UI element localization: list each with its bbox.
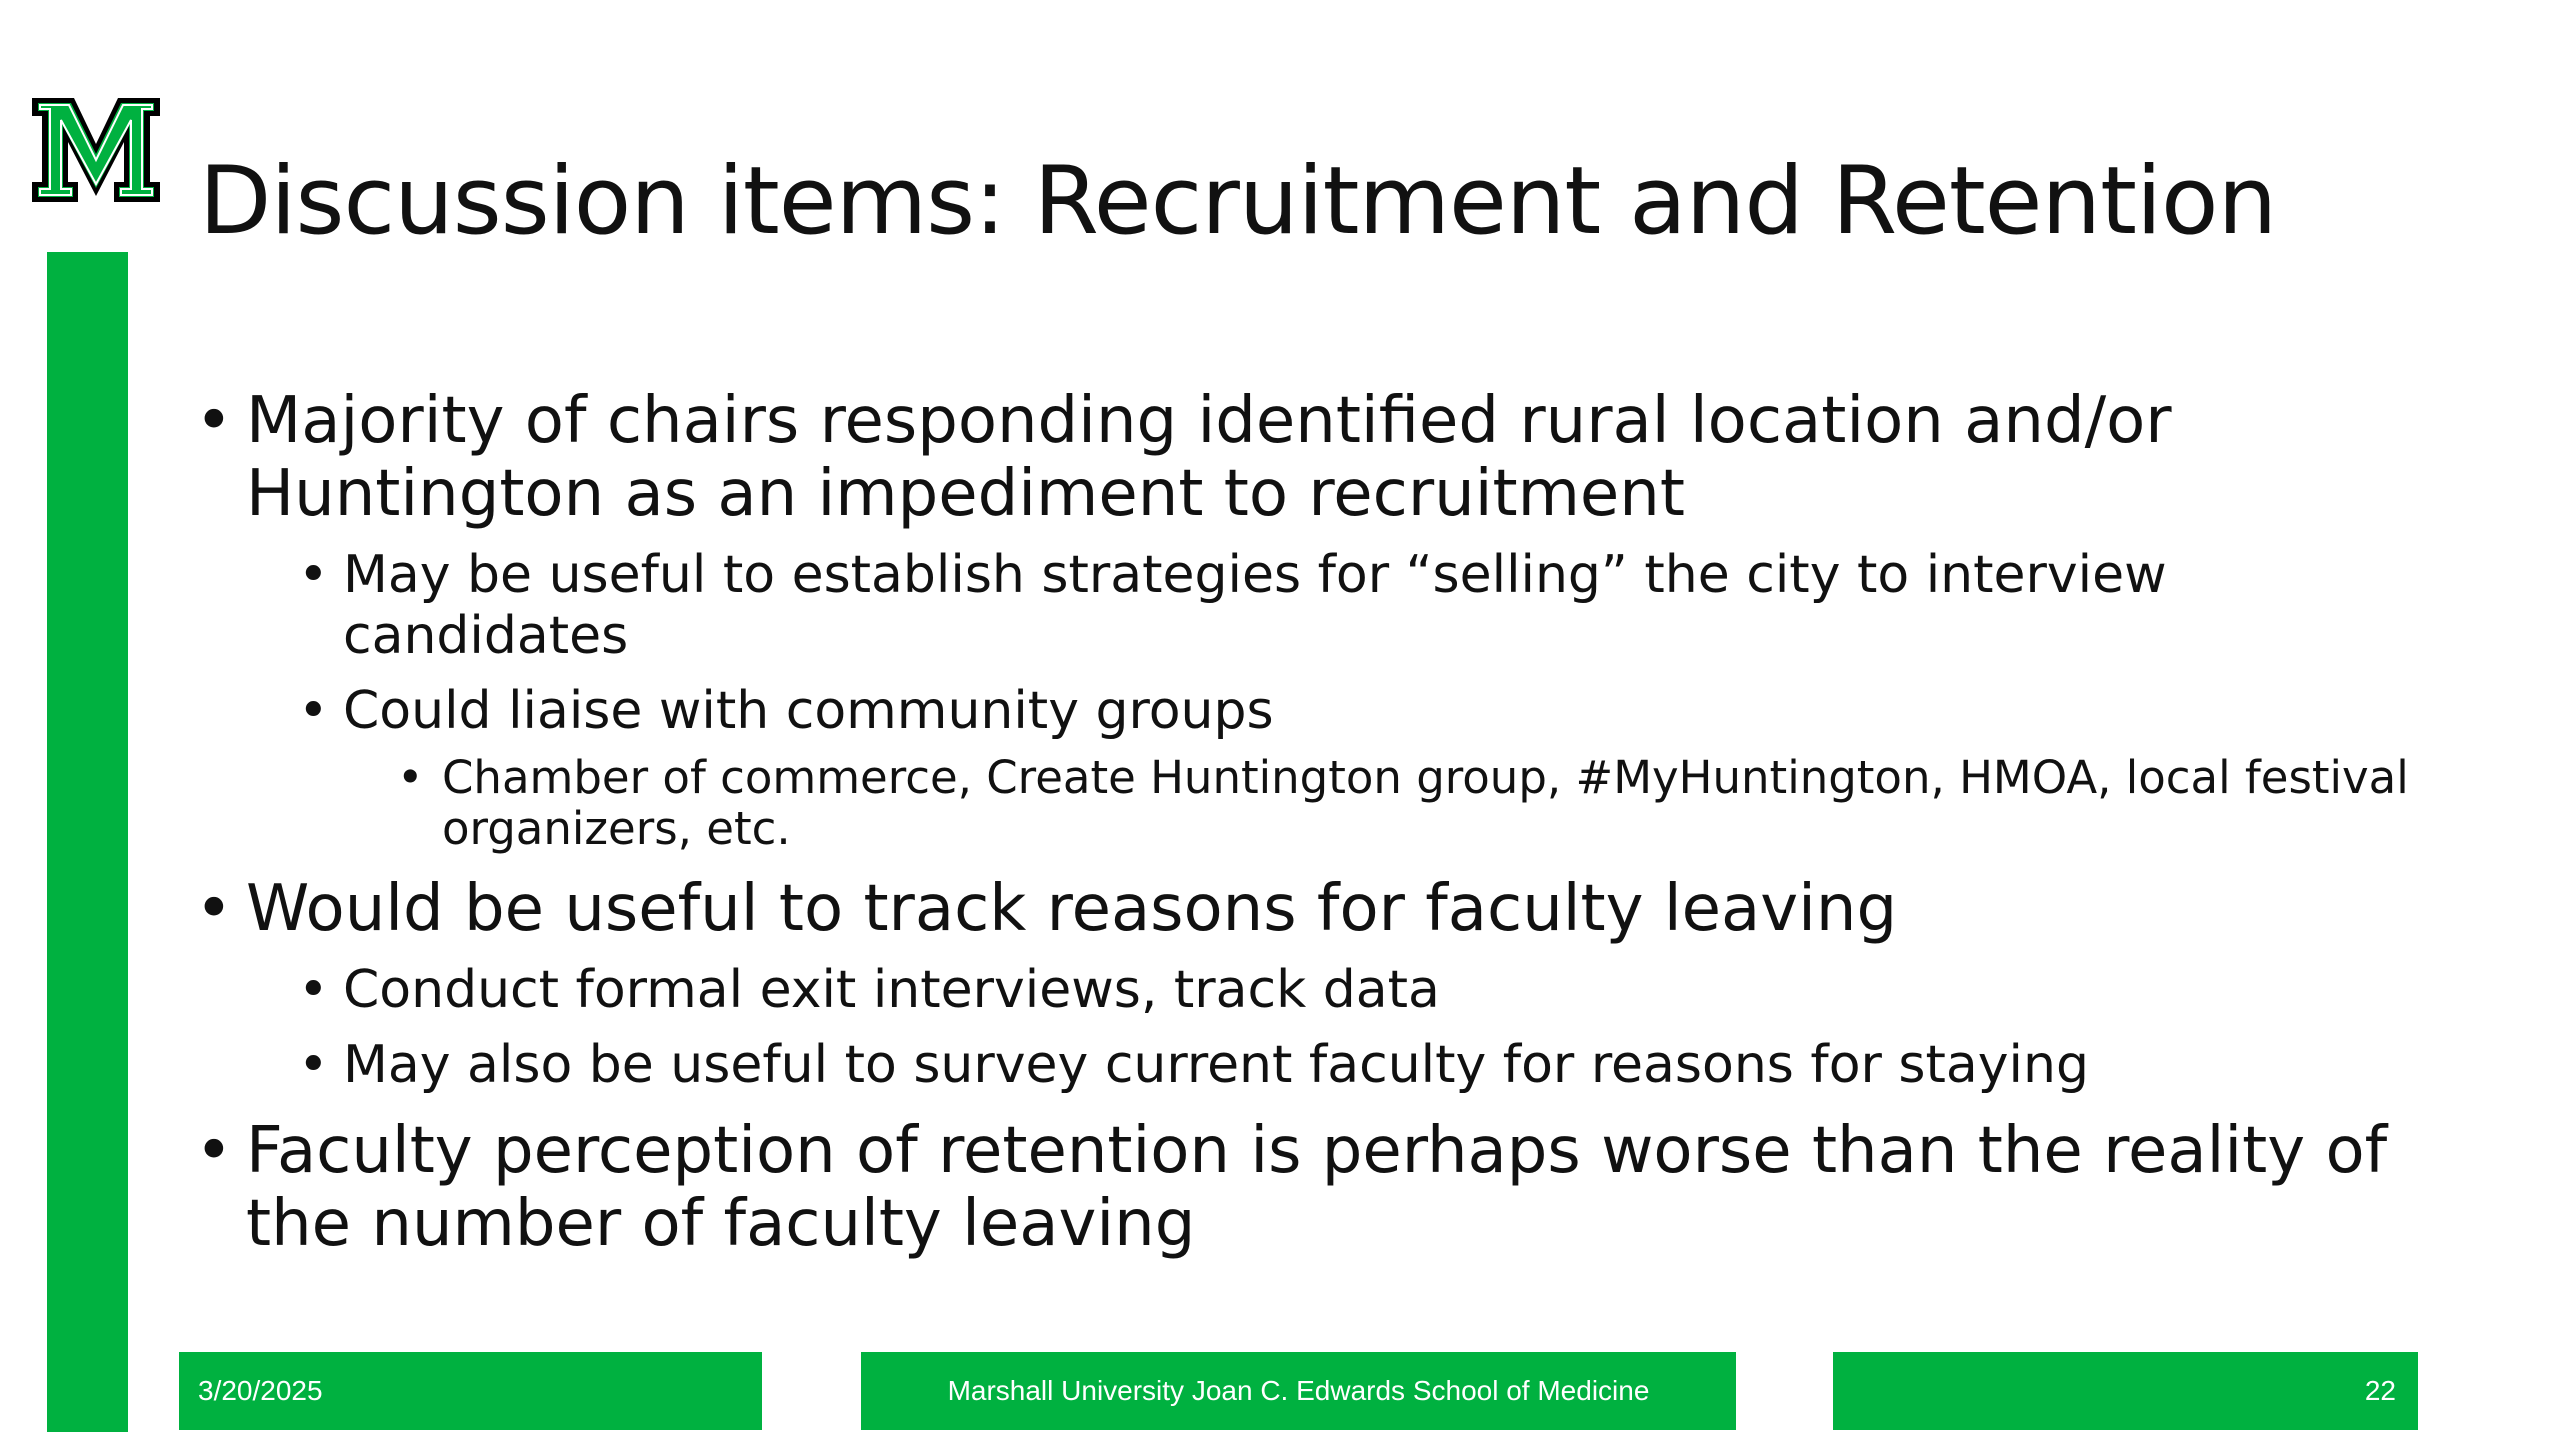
- bullet-text: Majority of chairs responding identified rural location and/or Huntington as an impediment to recruitment: [246, 384, 2172, 531]
- bullet-icon: •: [298, 960, 329, 1020]
- footer-date: 3/20/2025: [179, 1352, 762, 1430]
- bullet-text: May be useful to establish strategies for “selling” the city to interview candidates: [343, 545, 2167, 666]
- bullet-text: Could liaise with community groups: [343, 681, 1274, 741]
- list-item: [195, 960, 2425, 1021]
- bullet-icon: •: [195, 1114, 233, 1188]
- side-accent-bar: [47, 252, 128, 1432]
- bullet-icon: •: [298, 545, 329, 605]
- list-item: [195, 545, 2425, 667]
- bullet-text: Conduct formal exit interviews, track data: [343, 960, 1440, 1020]
- bullet-icon: •: [397, 751, 424, 804]
- list-item: [195, 873, 2425, 946]
- bullet-icon: •: [195, 384, 233, 458]
- footer-institution: Marshall University Joan C. Edwards School of Medicine: [861, 1352, 1736, 1430]
- bullet-text: Would be useful to track reasons for faculty leaving: [246, 872, 1898, 946]
- list-item: [195, 1115, 2425, 1261]
- marshall-m-logo: [28, 94, 164, 206]
- bullet-text: Faculty perception of retention is perhaps worse than the reality of the number of faculty leaving: [246, 1114, 2388, 1261]
- slide-number: 22: [1833, 1352, 2418, 1430]
- list-item: [195, 752, 2425, 854]
- bullet-text: Chamber of commerce, Create Huntington group, #MyHuntington, HMOA, local festival organizers, etc.: [442, 751, 2409, 855]
- list-item: [195, 681, 2425, 742]
- bullet-list: [195, 385, 2425, 1261]
- list-item: [195, 1035, 2425, 1096]
- slide-title: Discussion items: Recruitment and Retention: [199, 147, 2277, 256]
- list-item: [195, 385, 2425, 531]
- bullet-icon: •: [298, 1035, 329, 1095]
- bullet-icon: •: [298, 681, 329, 741]
- bullet-icon: •: [195, 872, 233, 946]
- bullet-text: May also be useful to survey current faculty for reasons for staying: [343, 1035, 2089, 1095]
